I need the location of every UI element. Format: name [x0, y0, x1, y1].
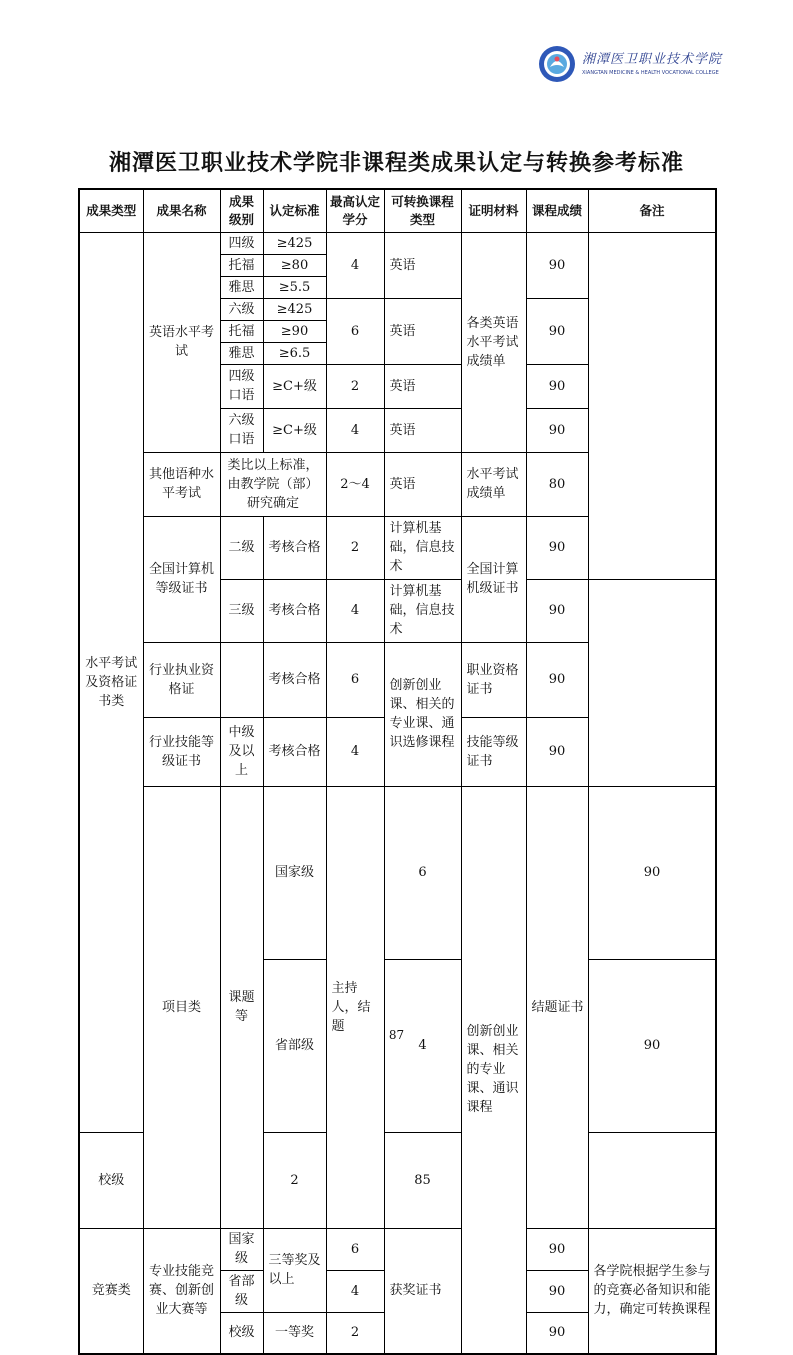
score-cell: 90 [588, 959, 716, 1132]
credit-cell: 4 [326, 717, 384, 786]
standard-cell: 主持人，结题 [326, 786, 384, 1228]
course-cell: 计算机基础，信息技术 [384, 516, 461, 579]
standard-cell: 一等奖 [263, 1312, 326, 1354]
credit-cell: 4 [326, 408, 384, 452]
level-cell: 雅思 [220, 276, 263, 298]
credit-cell: 6 [326, 642, 384, 717]
level-cell: 雅思 [220, 342, 263, 364]
proof-cell: 技能等级证书 [461, 717, 526, 786]
level-cell: 二级 [220, 516, 263, 579]
course-cell: 英语 [384, 232, 461, 298]
table-row [79, 232, 716, 254]
course-cell: 英语 [384, 298, 461, 364]
standard-cell: 考核合格 [263, 717, 326, 786]
standard-cell: 考核合格 [263, 579, 326, 642]
credit-cell: 2 [263, 1133, 326, 1228]
level-cell: 四级 [220, 232, 263, 254]
score-cell: 90 [526, 642, 588, 717]
level-cell: 国家级 [220, 1228, 263, 1270]
score-cell: 90 [526, 232, 588, 298]
page-number: 87 [388, 1028, 405, 1042]
score-cell: 90 [526, 1312, 588, 1354]
score-cell: 80 [526, 452, 588, 516]
header-cell: 备注 [588, 189, 716, 232]
score-cell: 90 [526, 408, 588, 452]
standard-cell: 类比以上标准，由教学院（部）研究确定 [220, 452, 326, 516]
standard-cell: ≥5.5 [263, 276, 326, 298]
header-cell: 证明材料 [461, 189, 526, 232]
credit-cell: 6 [326, 1228, 384, 1270]
course-cell: 创新创业课、相关的专业课、通识课程 [461, 786, 526, 1354]
header-cell: 成果级别 [220, 189, 263, 232]
proof-cell: 职业资格证书 [461, 642, 526, 717]
score-cell: 90 [526, 364, 588, 408]
table-header-row [79, 189, 716, 232]
course-cell: 英语 [384, 408, 461, 452]
level-cell: 托福 [220, 254, 263, 276]
standard-cell: ≥C+级 [263, 408, 326, 452]
header-cell: 认定标准 [263, 189, 326, 232]
proof-cell: 各类英语水平考试成绩单 [461, 232, 526, 452]
standard-cell: ≥80 [263, 254, 326, 276]
level-cell: 六级 [220, 298, 263, 320]
logo-text-en: XIANGTAN MEDICINE & HEALTH VOCATIONAL COLLEGE [582, 69, 719, 76]
notes-cell [588, 232, 716, 579]
achievement-name: 其他语种水平考试 [143, 452, 220, 516]
credit-cell: 2 [326, 1312, 384, 1354]
level-cell: 六级口语 [220, 408, 263, 452]
standard-cell: ≥425 [263, 232, 326, 254]
credit-cell: 6 [384, 786, 461, 959]
logo-text-cn: 湘潭医卫职业技术学院 [582, 51, 723, 67]
course-cell: 英语 [384, 364, 461, 408]
level-cell: 省部级 [263, 959, 326, 1132]
standard-cell: 考核合格 [263, 516, 326, 579]
standard-cell: ≥90 [263, 320, 326, 342]
category-cell: 竞赛类 [79, 1228, 143, 1354]
course-cell: 创新创业课、相关的专业课、通识选修课程 [384, 642, 461, 786]
standard-cell: 三等奖及以上 [263, 1228, 326, 1312]
course-cell: 计算机基础，信息技术 [384, 579, 461, 642]
score-cell: 85 [384, 1133, 461, 1228]
level-cell: 四级口语 [220, 364, 263, 408]
level-cell: 国家级 [263, 786, 326, 959]
table-row [79, 786, 716, 959]
header-cell: 成果名称 [143, 189, 220, 232]
level-cell: 托福 [220, 320, 263, 342]
proof-cell: 结题证书 [526, 786, 588, 1228]
table-row [79, 1228, 716, 1270]
credit-cell: 4 [326, 579, 384, 642]
college-logo [538, 44, 722, 84]
level-cell: 校级 [220, 1312, 263, 1354]
credit-cell: 4 [326, 1270, 384, 1312]
score-cell: 90 [526, 579, 588, 642]
level-cell: 中级及以上 [220, 717, 263, 786]
standard-cell: ≥C+级 [263, 364, 326, 408]
credit-cell: 4 [384, 959, 461, 1132]
achievement-name: 行业技能等级证书 [143, 717, 220, 786]
header-cell: 成果类型 [79, 189, 143, 232]
achievement-name: 行业执业资格证 [143, 642, 220, 717]
standard-cell: ≥6.5 [263, 342, 326, 364]
achievement-name: 全国计算机等级证书 [143, 516, 220, 642]
credit-cell: 2 [326, 516, 384, 579]
document-title: 湘潭医卫职业技术学院非课程类成果认定与转换参考标准 [108, 151, 684, 176]
level-cell: 校级 [79, 1133, 143, 1228]
header-cell: 课程成绩 [526, 189, 588, 232]
header-cell: 最高认定学分 [326, 189, 384, 232]
score-cell: 90 [526, 717, 588, 786]
credit-cell: 2～4 [326, 452, 384, 516]
college-emblem-icon [538, 45, 576, 83]
standard-cell: ≥425 [263, 298, 326, 320]
level-cell [220, 642, 263, 717]
score-cell: 90 [526, 516, 588, 579]
score-cell: 90 [526, 298, 588, 364]
proof-cell: 全国计算机级证书 [461, 516, 526, 642]
credit-cell: 4 [326, 232, 384, 298]
proof-cell: 水平考试成绩单 [461, 452, 526, 516]
score-cell: 90 [526, 1228, 588, 1270]
header-cell: 可转换课程类型 [384, 189, 461, 232]
notes-cell: 各学院根据学生参与的竞赛必备知识和能力，确定可转换课程 [588, 1228, 716, 1354]
standards-table [78, 188, 717, 1355]
achievement-name: 课题等 [220, 786, 263, 1228]
level-cell: 三级 [220, 579, 263, 642]
achievement-name: 专业技能竞赛、创新创业大赛等 [143, 1228, 220, 1354]
score-cell: 90 [588, 786, 716, 959]
level-cell: 省部级 [220, 1270, 263, 1312]
course-cell: 英语 [384, 452, 461, 516]
category-cell: 水平考试及资格证书类 [79, 232, 143, 1133]
credit-cell: 6 [326, 298, 384, 364]
notes-cell [588, 579, 716, 786]
score-cell: 90 [526, 1270, 588, 1312]
category-cell: 项目类 [143, 786, 220, 1228]
credit-cell: 2 [326, 364, 384, 408]
proof-cell: 获奖证书 [384, 1228, 461, 1354]
achievement-name: 英语水平考试 [143, 232, 220, 452]
standard-cell: 考核合格 [263, 642, 326, 717]
